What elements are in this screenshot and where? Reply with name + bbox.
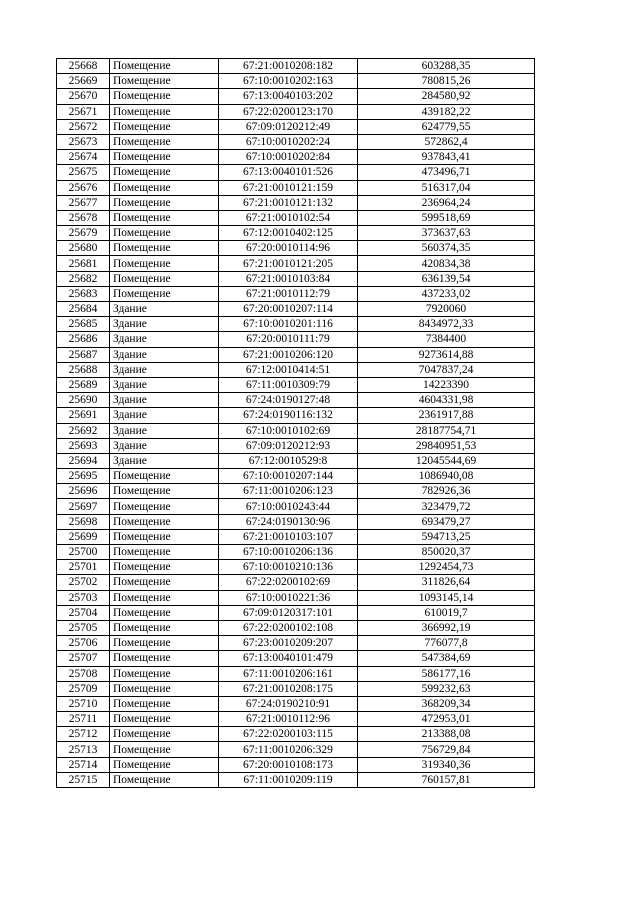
- cadastral-value: 28187754,71: [358, 423, 535, 438]
- cadastral-number: 67:10:0010201:116: [219, 317, 358, 332]
- table-row: [57, 317, 535, 332]
- object-type: Помещение: [110, 134, 219, 149]
- object-type: Помещение: [110, 681, 219, 696]
- table-row: [57, 620, 535, 635]
- object-type: Здание: [110, 438, 219, 453]
- cadastral-number: 67:10:0010206:136: [219, 545, 358, 560]
- table-row: [57, 180, 535, 195]
- cadastral-number: 67:11:0010206:161: [219, 666, 358, 681]
- object-type: Помещение: [110, 590, 219, 605]
- object-type: Помещение: [110, 119, 219, 134]
- object-type: Помещение: [110, 89, 219, 104]
- object-type: Здание: [110, 453, 219, 468]
- cadastral-number: 67:11:0010209:119: [219, 772, 358, 787]
- row-number: 25700: [57, 545, 110, 560]
- object-type: Помещение: [110, 104, 219, 119]
- cadastral-number: 67:22:0200103:115: [219, 727, 358, 742]
- object-type: Помещение: [110, 256, 219, 271]
- table-row: [57, 560, 535, 575]
- cadastral-value: 420834,38: [358, 256, 535, 271]
- object-type: Здание: [110, 347, 219, 362]
- table-row: [57, 256, 535, 271]
- table-row: [57, 529, 535, 544]
- cadastral-value: 937843,41: [358, 150, 535, 165]
- row-number: 25688: [57, 362, 110, 377]
- table-row: [57, 377, 535, 392]
- cadastral-number: 67:13:0040101:526: [219, 165, 358, 180]
- object-type: Помещение: [110, 560, 219, 575]
- cadastral-value: 437233,02: [358, 286, 535, 301]
- object-type: Здание: [110, 317, 219, 332]
- object-type: Здание: [110, 423, 219, 438]
- cadastral-number: 67:11:0010309:79: [219, 377, 358, 392]
- object-type: Помещение: [110, 180, 219, 195]
- cadastral-value: 516317,04: [358, 180, 535, 195]
- row-number: 25671: [57, 104, 110, 119]
- table-row: [57, 408, 535, 423]
- table-row: [57, 575, 535, 590]
- cadastral-number: 67:10:0010102:69: [219, 423, 358, 438]
- row-number: 25670: [57, 89, 110, 104]
- cadastral-value: 439182,22: [358, 104, 535, 119]
- table-body: [57, 59, 535, 788]
- cadastral-value: 572862,4: [358, 134, 535, 149]
- row-number: 25709: [57, 681, 110, 696]
- object-type: Помещение: [110, 742, 219, 757]
- row-number: 25691: [57, 408, 110, 423]
- row-number: 25702: [57, 575, 110, 590]
- cadastral-number: 67:20:0010207:114: [219, 302, 358, 317]
- cadastral-value: 547384,69: [358, 651, 535, 666]
- cadastral-value: 9273614,88: [358, 347, 535, 362]
- cadastral-number: 67:21:0010121:159: [219, 180, 358, 195]
- cadastral-number: 67:10:0010202:163: [219, 74, 358, 89]
- cadastral-number: 67:21:0010103:107: [219, 529, 358, 544]
- table-row: [57, 150, 535, 165]
- row-number: 25687: [57, 347, 110, 362]
- cadastral-value: 4604331,98: [358, 393, 535, 408]
- object-type: Помещение: [110, 484, 219, 499]
- cadastral-number: 67:24:0190127:48: [219, 393, 358, 408]
- property-registry-table: [56, 58, 535, 788]
- row-number: 25690: [57, 393, 110, 408]
- row-number: 25703: [57, 590, 110, 605]
- cadastral-value: 284580,92: [358, 89, 535, 104]
- table-row: [57, 195, 535, 210]
- table-row: [57, 545, 535, 560]
- row-number: 25673: [57, 134, 110, 149]
- object-type: Помещение: [110, 529, 219, 544]
- cadastral-value: 603288,35: [358, 59, 535, 74]
- table-row: [57, 727, 535, 742]
- cadastral-value: 319340,36: [358, 757, 535, 772]
- object-type: Помещение: [110, 271, 219, 286]
- table-row: [57, 226, 535, 241]
- table-row: [57, 241, 535, 256]
- row-number: 25682: [57, 271, 110, 286]
- cadastral-number: 67:10:0010202:84: [219, 150, 358, 165]
- object-type: Здание: [110, 393, 219, 408]
- row-number: 25694: [57, 453, 110, 468]
- row-number: 25680: [57, 241, 110, 256]
- table-row: [57, 393, 535, 408]
- cadastral-number: 67:12:0010414:51: [219, 362, 358, 377]
- table-row: [57, 605, 535, 620]
- cadastral-value: 1093145,14: [358, 590, 535, 605]
- object-type: Помещение: [110, 499, 219, 514]
- cadastral-number: 67:21:0010121:132: [219, 195, 358, 210]
- row-number: 25668: [57, 59, 110, 74]
- row-number: 25707: [57, 651, 110, 666]
- cadastral-value: 850020,37: [358, 545, 535, 560]
- row-number: 25674: [57, 150, 110, 165]
- row-number: 25698: [57, 514, 110, 529]
- cadastral-value: 636139,54: [358, 271, 535, 286]
- cadastral-number: 67:21:0010103:84: [219, 271, 358, 286]
- row-number: 25693: [57, 438, 110, 453]
- object-type: Помещение: [110, 286, 219, 301]
- object-type: Помещение: [110, 575, 219, 590]
- cadastral-value: 756729,84: [358, 742, 535, 757]
- object-type: Помещение: [110, 195, 219, 210]
- cadastral-value: 29840951,53: [358, 438, 535, 453]
- cadastral-value: 7047837,24: [358, 362, 535, 377]
- row-number: 25714: [57, 757, 110, 772]
- cadastral-value: 8434972,33: [358, 317, 535, 332]
- table-row: [57, 104, 535, 119]
- table-row: [57, 712, 535, 727]
- row-number: 25675: [57, 165, 110, 180]
- cadastral-value: 323479,72: [358, 499, 535, 514]
- row-number: 25692: [57, 423, 110, 438]
- cadastral-number: 67:24:0190116:132: [219, 408, 358, 423]
- table-row: [57, 651, 535, 666]
- cadastral-value: 560374,35: [358, 241, 535, 256]
- cadastral-number: 67:20:0010114:96: [219, 241, 358, 256]
- row-number: 25713: [57, 742, 110, 757]
- cadastral-number: 67:21:0010208:182: [219, 59, 358, 74]
- row-number: 25686: [57, 332, 110, 347]
- cadastral-value: 599232,63: [358, 681, 535, 696]
- object-type: Помещение: [110, 757, 219, 772]
- cadastral-number: 67:09:0120317:101: [219, 605, 358, 620]
- cadastral-number: 67:13:0040101:479: [219, 651, 358, 666]
- row-number: 25685: [57, 317, 110, 332]
- table-row: [57, 742, 535, 757]
- object-type: Помещение: [110, 620, 219, 635]
- object-type: Помещение: [110, 59, 219, 74]
- cadastral-value: 12045544,69: [358, 453, 535, 468]
- table-row: [57, 590, 535, 605]
- object-type: Помещение: [110, 210, 219, 225]
- object-type: Помещение: [110, 727, 219, 742]
- cadastral-value: 693479,27: [358, 514, 535, 529]
- cadastral-value: 373637,63: [358, 226, 535, 241]
- object-type: Здание: [110, 377, 219, 392]
- table-row: [57, 772, 535, 787]
- cadastral-value: 14223390: [358, 377, 535, 392]
- cadastral-number: 67:10:0010207:144: [219, 469, 358, 484]
- cadastral-number: 67:20:0010108:173: [219, 757, 358, 772]
- cadastral-number: 67:21:0010112:79: [219, 286, 358, 301]
- cadastral-number: 67:09:0120212:49: [219, 119, 358, 134]
- object-type: Помещение: [110, 772, 219, 787]
- row-number: 25715: [57, 772, 110, 787]
- object-type: Помещение: [110, 666, 219, 681]
- table-row: [57, 696, 535, 711]
- cadastral-number: 67:22:0200102:69: [219, 575, 358, 590]
- row-number: 25695: [57, 469, 110, 484]
- object-type: Здание: [110, 332, 219, 347]
- table-row: [57, 499, 535, 514]
- object-type: Помещение: [110, 712, 219, 727]
- row-number: 25672: [57, 119, 110, 134]
- cadastral-value: 1292454,73: [358, 560, 535, 575]
- table-row: [57, 469, 535, 484]
- table-row: [57, 165, 535, 180]
- cadastral-number: 67:22:0200123:170: [219, 104, 358, 119]
- row-number: 25712: [57, 727, 110, 742]
- cadastral-number: 67:10:0010221:36: [219, 590, 358, 605]
- cadastral-value: 782926,36: [358, 484, 535, 499]
- object-type: Помещение: [110, 150, 219, 165]
- cadastral-number: 67:13:0040103:202: [219, 89, 358, 104]
- object-type: Помещение: [110, 226, 219, 241]
- cadastral-number: 67:21:0010208:175: [219, 681, 358, 696]
- row-number: 25711: [57, 712, 110, 727]
- object-type: Здание: [110, 302, 219, 317]
- cadastral-value: 624779,55: [358, 119, 535, 134]
- object-type: Помещение: [110, 74, 219, 89]
- table-row: [57, 757, 535, 772]
- cadastral-value: 7920060: [358, 302, 535, 317]
- cadastral-value: 213388,08: [358, 727, 535, 742]
- table-row: [57, 636, 535, 651]
- row-number: 25684: [57, 302, 110, 317]
- cadastral-number: 67:11:0010206:123: [219, 484, 358, 499]
- row-number: 25677: [57, 195, 110, 210]
- cadastral-value: 780815,26: [358, 74, 535, 89]
- object-type: Помещение: [110, 165, 219, 180]
- table-row: [57, 514, 535, 529]
- cadastral-value: 599518,69: [358, 210, 535, 225]
- object-type: Помещение: [110, 696, 219, 711]
- cadastral-number: 67:21:0010121:205: [219, 256, 358, 271]
- table-row: [57, 332, 535, 347]
- table-row: [57, 59, 535, 74]
- cadastral-value: 1086940,08: [358, 469, 535, 484]
- cadastral-value: 2361917,88: [358, 408, 535, 423]
- cadastral-value: 776077,8: [358, 636, 535, 651]
- row-number: 25679: [57, 226, 110, 241]
- row-number: 25705: [57, 620, 110, 635]
- object-type: Помещение: [110, 545, 219, 560]
- cadastral-number: 67:23:0010209:207: [219, 636, 358, 651]
- table-row: [57, 423, 535, 438]
- cadastral-number: 67:10:0010202:24: [219, 134, 358, 149]
- table-row: [57, 134, 535, 149]
- table-row: [57, 302, 535, 317]
- cadastral-number: 67:09:0120212:93: [219, 438, 358, 453]
- table-row: [57, 286, 535, 301]
- cadastral-value: 594713,25: [358, 529, 535, 544]
- cadastral-value: 311826,64: [358, 575, 535, 590]
- cadastral-value: 760157,81: [358, 772, 535, 787]
- row-number: 25697: [57, 499, 110, 514]
- row-number: 25701: [57, 560, 110, 575]
- cadastral-number: 67:24:0190210:91: [219, 696, 358, 711]
- table-row: [57, 210, 535, 225]
- cadastral-number: 67:21:0010102:54: [219, 210, 358, 225]
- table-row: [57, 453, 535, 468]
- cadastral-value: 472953,01: [358, 712, 535, 727]
- object-type: Помещение: [110, 651, 219, 666]
- cadastral-value: 368209,34: [358, 696, 535, 711]
- table-row: [57, 484, 535, 499]
- row-number: 25696: [57, 484, 110, 499]
- cadastral-number: 67:20:0010111:79: [219, 332, 358, 347]
- table-row: [57, 362, 535, 377]
- object-type: Помещение: [110, 636, 219, 651]
- cadastral-number: 67:12:0010402:125: [219, 226, 358, 241]
- row-number: 25669: [57, 74, 110, 89]
- cadastral-number: 67:10:0010210:136: [219, 560, 358, 575]
- row-number: 25699: [57, 529, 110, 544]
- row-number: 25704: [57, 605, 110, 620]
- object-type: Здание: [110, 408, 219, 423]
- row-number: 25676: [57, 180, 110, 195]
- cadastral-number: 67:21:0010206:120: [219, 347, 358, 362]
- row-number: 25681: [57, 256, 110, 271]
- row-number: 25689: [57, 377, 110, 392]
- cadastral-number: 67:12:0010529:8: [219, 453, 358, 468]
- table-row: [57, 119, 535, 134]
- table-row: [57, 347, 535, 362]
- object-type: Помещение: [110, 605, 219, 620]
- row-number: 25710: [57, 696, 110, 711]
- table-row: [57, 89, 535, 104]
- row-number: 25683: [57, 286, 110, 301]
- row-number: 25708: [57, 666, 110, 681]
- cadastral-value: 236964,24: [358, 195, 535, 210]
- cadastral-number: 67:24:0190130:96: [219, 514, 358, 529]
- object-type: Помещение: [110, 241, 219, 256]
- table-row: [57, 666, 535, 681]
- cadastral-number: 67:10:0010243:44: [219, 499, 358, 514]
- cadastral-number: 67:21:0010112:96: [219, 712, 358, 727]
- cadastral-value: 586177,16: [358, 666, 535, 681]
- cadastral-number: 67:11:0010206:329: [219, 742, 358, 757]
- table-row: [57, 681, 535, 696]
- table-row: [57, 74, 535, 89]
- row-number: 25706: [57, 636, 110, 651]
- row-number: 25678: [57, 210, 110, 225]
- object-type: Помещение: [110, 514, 219, 529]
- table-row: [57, 438, 535, 453]
- object-type: Помещение: [110, 469, 219, 484]
- object-type: Здание: [110, 362, 219, 377]
- cadastral-number: 67:22:0200102:108: [219, 620, 358, 635]
- table-row: [57, 271, 535, 286]
- cadastral-value: 473496,71: [358, 165, 535, 180]
- cadastral-value: 366992,19: [358, 620, 535, 635]
- cadastral-value: 7384400: [358, 332, 535, 347]
- cadastral-value: 610019,7: [358, 605, 535, 620]
